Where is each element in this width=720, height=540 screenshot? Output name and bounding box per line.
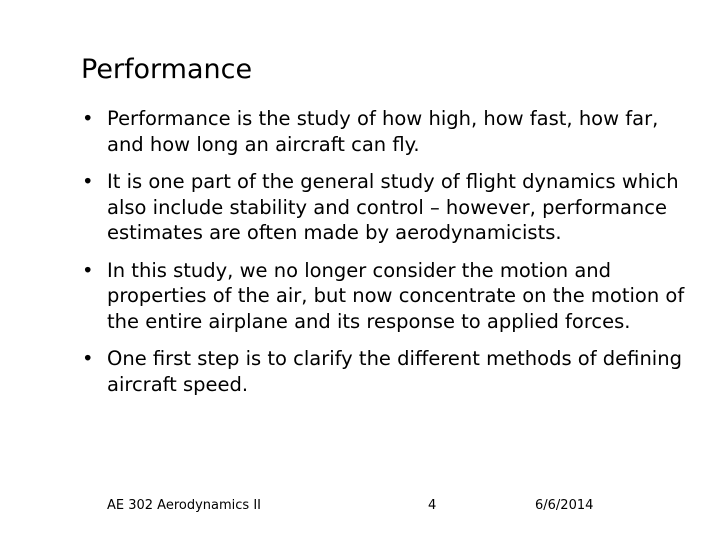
- footer-date: 6/6/2014: [535, 498, 594, 513]
- slide-title: Performance: [81, 54, 253, 85]
- bullet-item: [80, 258, 692, 335]
- footer-course: AE 302 Aerodynamics II: [107, 498, 262, 513]
- bullet-marker: •: [82, 347, 94, 370]
- bullet-list: [80, 106, 692, 409]
- footer-page-number: 4: [428, 498, 437, 513]
- bullet-marker: •: [82, 258, 94, 282]
- bullet-marker: •: [82, 170, 94, 193]
- bullet-marker: •: [82, 107, 94, 130]
- bullet-text: Performance is the study of how high, how fast, how far, and how long an aircraft can fly.: [107, 107, 659, 156]
- bullet-text: One first step is to clarify the different methods of defining aircraft speed.: [107, 347, 682, 396]
- bullet-text: In this study, we no longer consider the motion and properties of the air, but now concentrate on the motion of the entire airplane and its response to applied forces.: [107, 258, 685, 333]
- bullet-item: [80, 169, 692, 246]
- bullet-text: It is one part of the general study of flight dynamics which also include stability and control – however, performance estimates are often made by aerodynamicists.: [107, 170, 679, 244]
- bullet-item: [80, 106, 692, 157]
- bullet-item: [80, 346, 692, 397]
